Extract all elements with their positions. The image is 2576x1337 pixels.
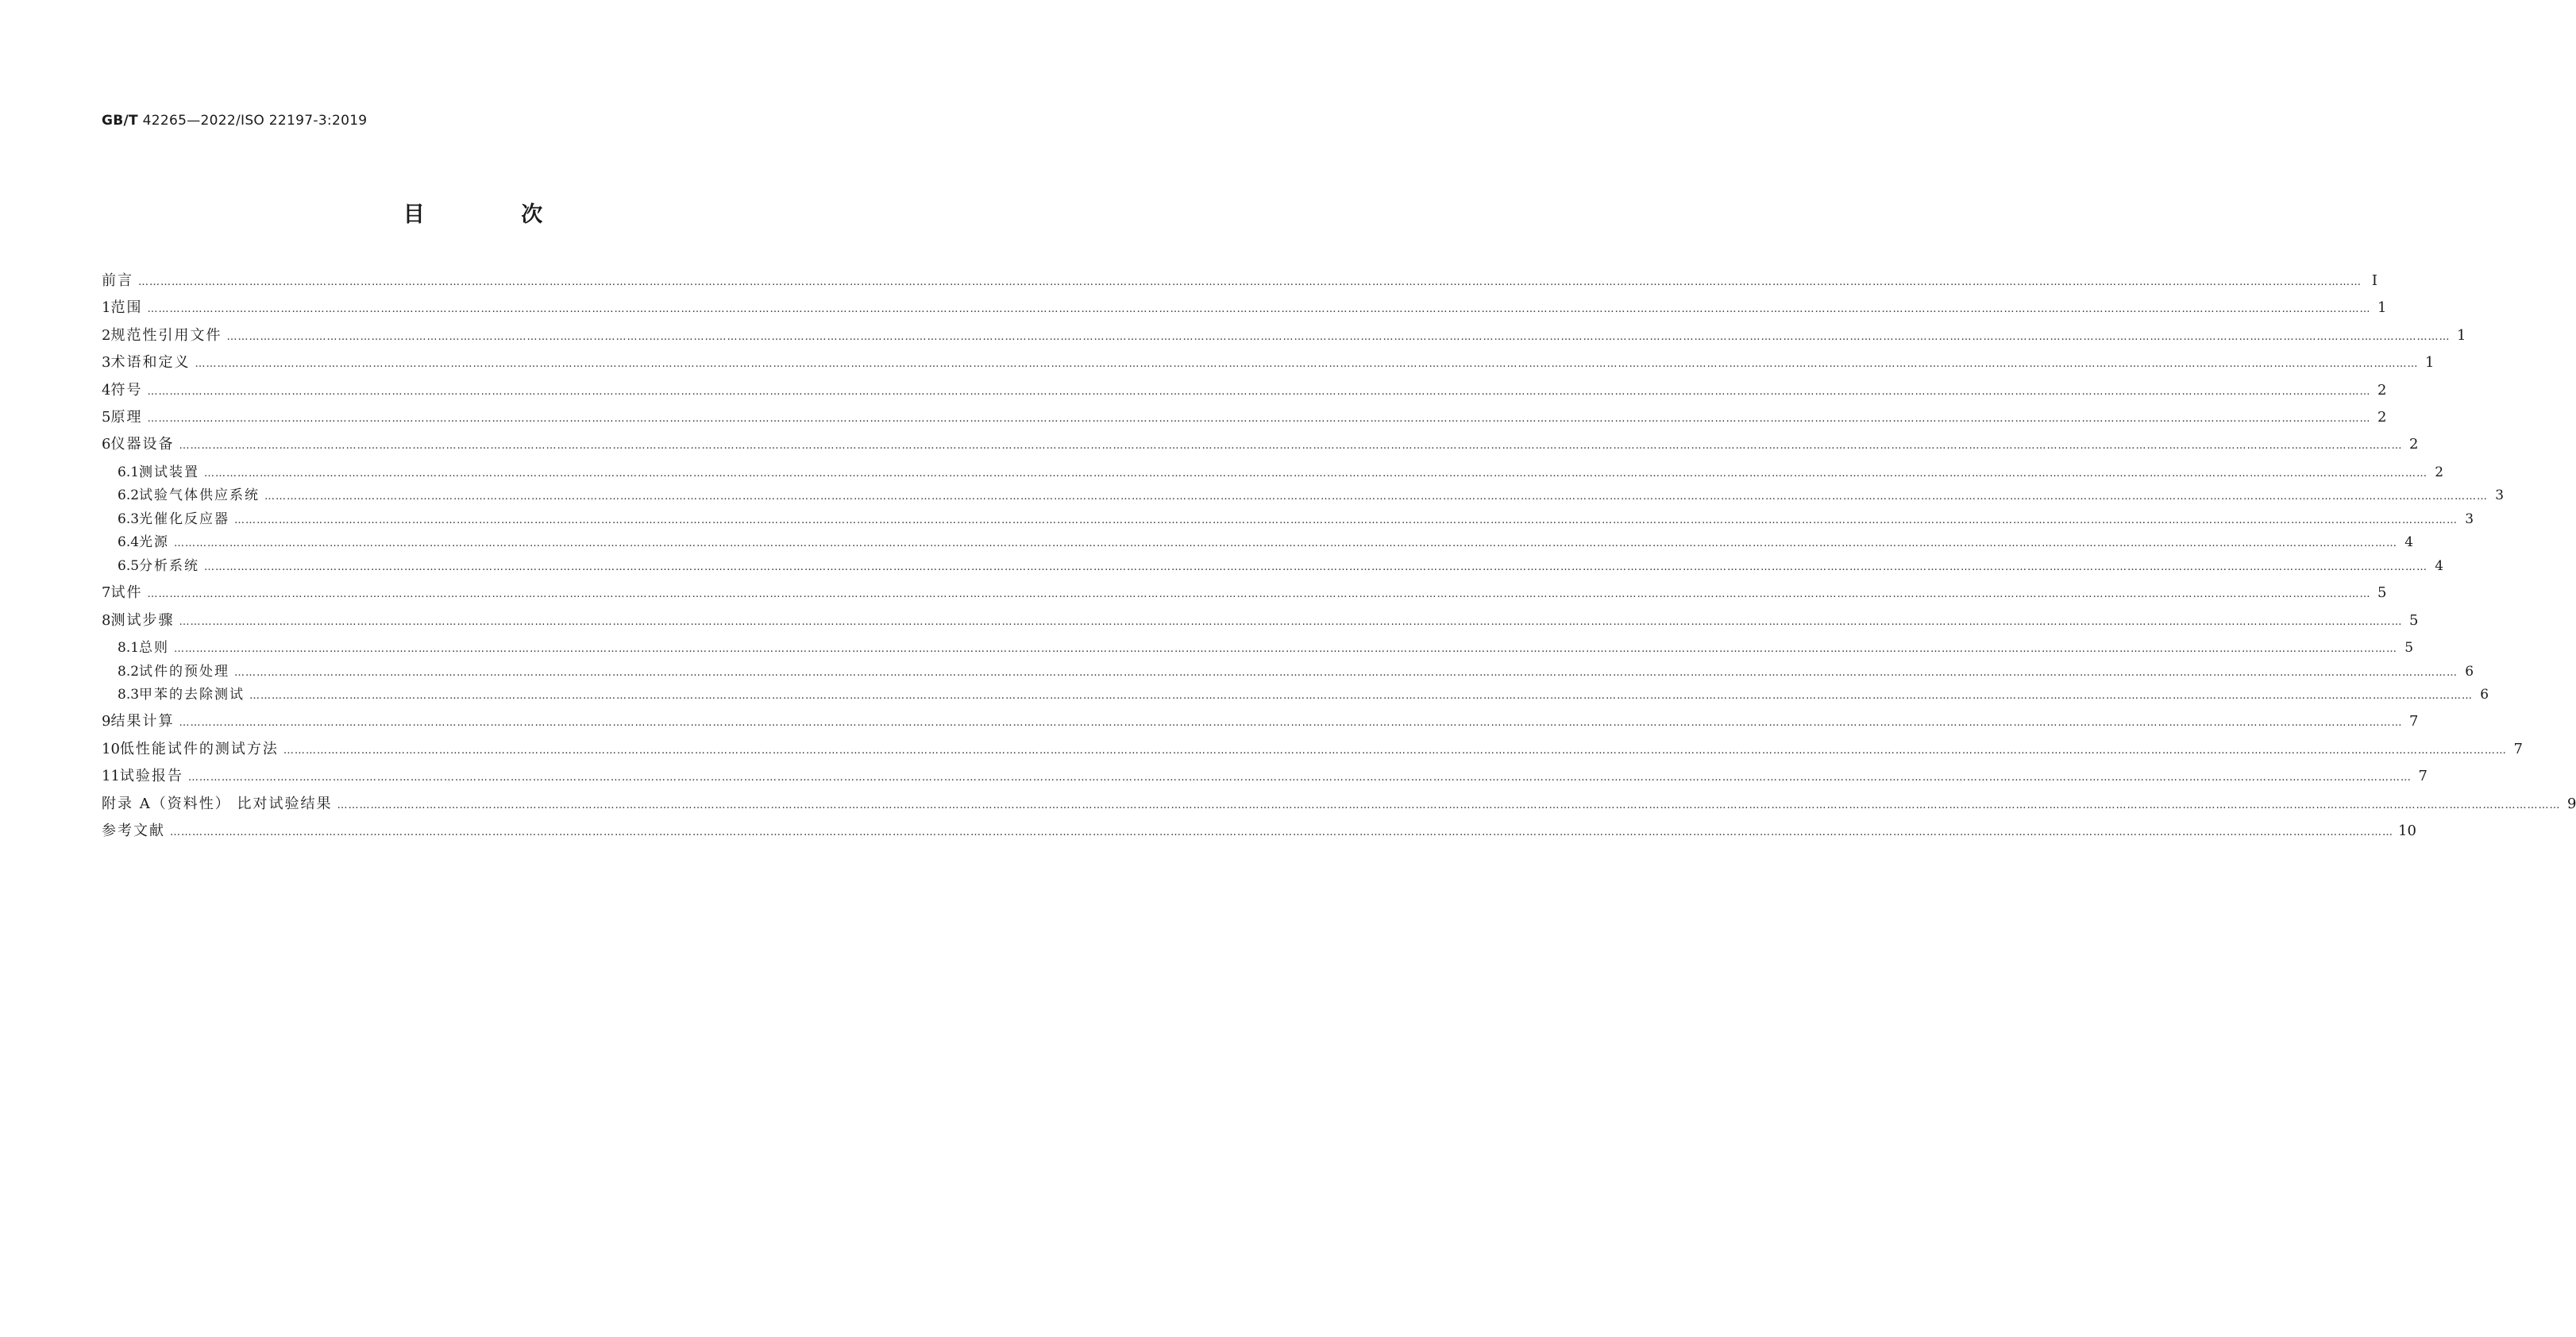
toc-leader-dots: …………………………………………………………………………………………………………………………………………………………………………………………………………………………………………………………………………………………………………………………………………………………………………………………………………………………………………………………………………………………………………………………………………………… (147, 413, 2371, 425)
toc-entry-page: 1 (2457, 326, 2466, 344)
toc-entry[interactable] (102, 533, 2414, 552)
toc-entry-number: 9 (102, 713, 111, 730)
standard-code-prefix: GB/T (102, 113, 138, 129)
toc-entry[interactable] (102, 381, 2387, 400)
toc-entry-number: 8.3 (118, 687, 140, 703)
toc-entry-label: 规范性引用文件 (110, 326, 222, 344)
toc-entry-page: 4 (2404, 534, 2414, 551)
toc-leader-dots: …………………………………………………………………………………………………………………………………………………………………………………………………………………………………………………………………………………………………………………………………………………………………………………………………………………………………………………………………………………………………………………………………………………… (337, 799, 2561, 811)
toc-entry-page: 2 (2377, 381, 2387, 399)
toc-entry-number: 8.1 (118, 640, 140, 656)
toc-entry-label: 低性能试件的测试方法 (119, 740, 279, 757)
toc-leader-dots: …………………………………………………………………………………………………………………………………………………………………………………………………………………………………………………………………………………………………………………………………………………………………………………………………………………………………………………………………………………………………………………………………………………… (147, 385, 2371, 398)
toc-entry-label: 试验报告 (119, 768, 183, 785)
toc-entry-number: 3 (102, 354, 111, 372)
toc-entry-number: 8.2 (118, 663, 140, 680)
toc-entry-number: 6 (102, 436, 111, 453)
toc-entry[interactable] (102, 795, 2576, 814)
toc-entry-number: 7 (102, 584, 111, 602)
toc-entry-page: 10 (2398, 823, 2416, 839)
toc-leader-dots: …………………………………………………………………………………………………………………………………………………………………………………………………………………………………………………………………………………………………………………………………………………………………………………………………………………………………………………………………………………………………………………………………………………… (195, 358, 2419, 371)
toc-entry-number: 6.4 (118, 534, 140, 551)
toc-entry-page: 3 (2465, 511, 2474, 527)
toc-entry-page: 2 (2435, 464, 2444, 480)
toc-entry-label: 光催化反应器 (139, 511, 230, 527)
toc-entry-page: Ⅰ (2371, 272, 2377, 289)
toc-leader-dots: …………………………………………………………………………………………………………………………………………………………………………………………………………………………………………………………………………………………………………………………………………………………………………………………………………………………………………………………………………………………………………………………………………………… (147, 588, 2371, 601)
standard-code (102, 113, 367, 129)
toc-entry-label: 仪器设备 (110, 436, 175, 453)
toc-entry-page: 5 (2404, 640, 2414, 656)
toc-entry-label: 原理 (110, 409, 143, 426)
toc-entry[interactable] (102, 740, 2523, 759)
toc-entry-page: 7 (2409, 713, 2419, 730)
toc-entry-label: 甲苯的去除测试 (139, 687, 245, 703)
toc-entry[interactable] (102, 272, 2377, 291)
toc-entry-number: 2 (102, 326, 111, 344)
toc-entry-page: 5 (2377, 584, 2387, 602)
toc-entry-label: 光源 (139, 534, 170, 551)
toc-leader-dots: …………………………………………………………………………………………………………………………………………………………………………………………………………………………………………………………………………………………………………………………………………………………………………………………………………………………………………………………………………………………………………………………………………………… (204, 467, 2428, 480)
toc-entry-number: 6.2 (118, 487, 140, 504)
toc-entry-label: 总则 (139, 640, 170, 656)
toc-leader-dots: …………………………………………………………………………………………………………………………………………………………………………………………………………………………………………………………………………………………………………………………………………………………………………………………………………………………………………………………………………………………………………………………………………………… (174, 537, 2398, 550)
toc-entry-number: 6.5 (118, 557, 140, 574)
toc-entry-label: 试件的预处理 (139, 663, 230, 680)
toc-entry-number: 11 (102, 768, 120, 785)
page-title: 目 次 (403, 202, 588, 227)
toc-entry-page: 9 (2567, 795, 2576, 812)
toc-entry-page: 1 (2377, 299, 2387, 317)
toc-entry[interactable] (102, 463, 2444, 482)
toc-entry[interactable] (102, 408, 2387, 427)
toc-entry-number: 6.1 (118, 464, 140, 480)
toc-entry[interactable] (102, 435, 2419, 454)
toc-entry-page: 7 (2513, 740, 2523, 757)
toc-entry-label: 分析系统 (139, 557, 200, 574)
toc-entry-number: 10 (102, 740, 120, 757)
toc-entry[interactable] (102, 662, 2474, 681)
toc-entry-label: 参考文献 (102, 823, 165, 839)
toc-entry-number: 8 (102, 611, 111, 629)
toc-leader-dots: …………………………………………………………………………………………………………………………………………………………………………………………………………………………………………………………………………………………………………………………………………………………………………………………………………………………………………………………………………………………………………………………………………………… (147, 303, 2371, 316)
toc-entry-page: 5 (2409, 611, 2419, 629)
toc-entry-label: 前言 (102, 272, 133, 289)
toc-entry-label: 试件 (110, 584, 143, 602)
toc-leader-dots: …………………………………………………………………………………………………………………………………………………………………………………………………………………………………………………………………………………………………………………………………………………………………………………………………………………………………………………………………………………………………………………………………………………… (179, 615, 2403, 628)
toc-entry[interactable] (102, 510, 2474, 529)
toc-entry[interactable] (102, 712, 2419, 731)
toc-leader-dots: …………………………………………………………………………………………………………………………………………………………………………………………………………………………………………………………………………………………………………………………………………………………………………………………………………………………………………………………………………………………………………………………………………………… (283, 744, 2507, 757)
toc-leader-dots: …………………………………………………………………………………………………………………………………………………………………………………………………………………………………………………………………………………………………………………………………………………………………………………………………………………………………………………………………………………………………………………………………………………… (226, 330, 2451, 343)
toc-entry[interactable] (102, 299, 2387, 318)
toc-entry[interactable] (102, 557, 2444, 576)
toc-entry-number: 5 (102, 409, 111, 426)
toc-entry-page: 3 (2495, 487, 2505, 504)
toc-entry[interactable] (102, 685, 2489, 704)
toc-entry-page: 2 (2409, 436, 2419, 453)
toc-entry-label: 结果计算 (110, 713, 175, 730)
toc-entry-label: 测试装置 (139, 464, 200, 480)
toc-leader-dots: …………………………………………………………………………………………………………………………………………………………………………………………………………………………………………………………………………………………………………………………………………………………………………………………………………………………………………………………………………………………………………………………………………………… (264, 491, 2489, 503)
toc-entry-number: 1 (102, 299, 111, 317)
toc-entry-label: 范围 (110, 299, 143, 317)
toc-leader-dots: …………………………………………………………………………………………………………………………………………………………………………………………………………………………………………………………………………………………………………………………………………………………………………………………………………………………………………………………………………………………………………………………………………………… (179, 440, 2403, 453)
toc-entry-page: 2 (2377, 409, 2387, 426)
toc-leader-dots: …………………………………………………………………………………………………………………………………………………………………………………………………………………………………………………………………………………………………………………………………………………………………………………………………………………………………………………………………………………………………………………………………………………… (179, 717, 2403, 730)
toc-entry[interactable] (102, 822, 2416, 841)
toc-leader-dots: …………………………………………………………………………………………………………………………………………………………………………………………………………………………………………………………………………………………………………………………………………………………………………………………………………………………………………………………………………………………………………………………………………………… (249, 690, 2474, 702)
toc-entry-page: 4 (2435, 557, 2444, 574)
toc-entry[interactable] (102, 611, 2419, 630)
toc-entry-page: 6 (2480, 687, 2489, 703)
toc-leader-dots: …………………………………………………………………………………………………………………………………………………………………………………………………………………………………………………………………………………………………………………………………………………………………………………………………………………………………………………………………………………………………………………………………………………… (138, 276, 2362, 288)
toc-entry-page: 1 (2425, 354, 2435, 372)
standard-code-number: 42265—2022/ISO 22197-3:2019 (142, 113, 368, 129)
toc-entry-page: 7 (2418, 768, 2428, 785)
toc-entry-label: 试验气体供应系统 (139, 487, 260, 504)
toc-entry-page: 6 (2465, 663, 2474, 680)
toc-entry[interactable] (102, 326, 2466, 345)
toc-entry[interactable] (102, 638, 2414, 657)
toc-entry-label: 附录 A（资料性） 比对试验结果 (102, 795, 333, 812)
toc-leader-dots: …………………………………………………………………………………………………………………………………………………………………………………………………………………………………………………………………………………………………………………………………………………………………………………………………………………………………………………………………………………………………………………………………………………… (187, 772, 2412, 784)
toc-entry-number: 6.3 (118, 511, 140, 527)
toc-entry[interactable] (102, 486, 2505, 505)
toc-leader-dots: …………………………………………………………………………………………………………………………………………………………………………………………………………………………………………………………………………………………………………………………………………………………………………………………………………………………………………………………………………………………………………………………………………………… (174, 643, 2398, 655)
toc-entry-label: 术语和定义 (110, 354, 191, 372)
toc-entry-label: 测试步骤 (110, 611, 175, 629)
toc-leader-dots: …………………………………………………………………………………………………………………………………………………………………………………………………………………………………………………………………………………………………………………………………………………………………………………………………………………………………………………………………………………………………………………………………………………… (234, 666, 2458, 679)
toc-entry[interactable] (102, 584, 2387, 603)
toc-leader-dots: …………………………………………………………………………………………………………………………………………………………………………………………………………………………………………………………………………………………………………………………………………………………………………………………………………………………………………………………………………………………………………………………………………………… (170, 826, 2393, 838)
toc-entry[interactable] (102, 767, 2428, 786)
toc-entry[interactable] (102, 353, 2435, 372)
toc-leader-dots: …………………………………………………………………………………………………………………………………………………………………………………………………………………………………………………………………………………………………………………………………………………………………………………………………………………………………………………………………………………………………………………………………………………… (204, 561, 2428, 573)
toc-leader-dots: …………………………………………………………………………………………………………………………………………………………………………………………………………………………………………………………………………………………………………………………………………………………………………………………………………………………………………………………………………………………………………………………………………………… (234, 514, 2458, 526)
toc-entry-number: 4 (102, 381, 111, 399)
toc-entry-label: 符号 (110, 381, 143, 399)
